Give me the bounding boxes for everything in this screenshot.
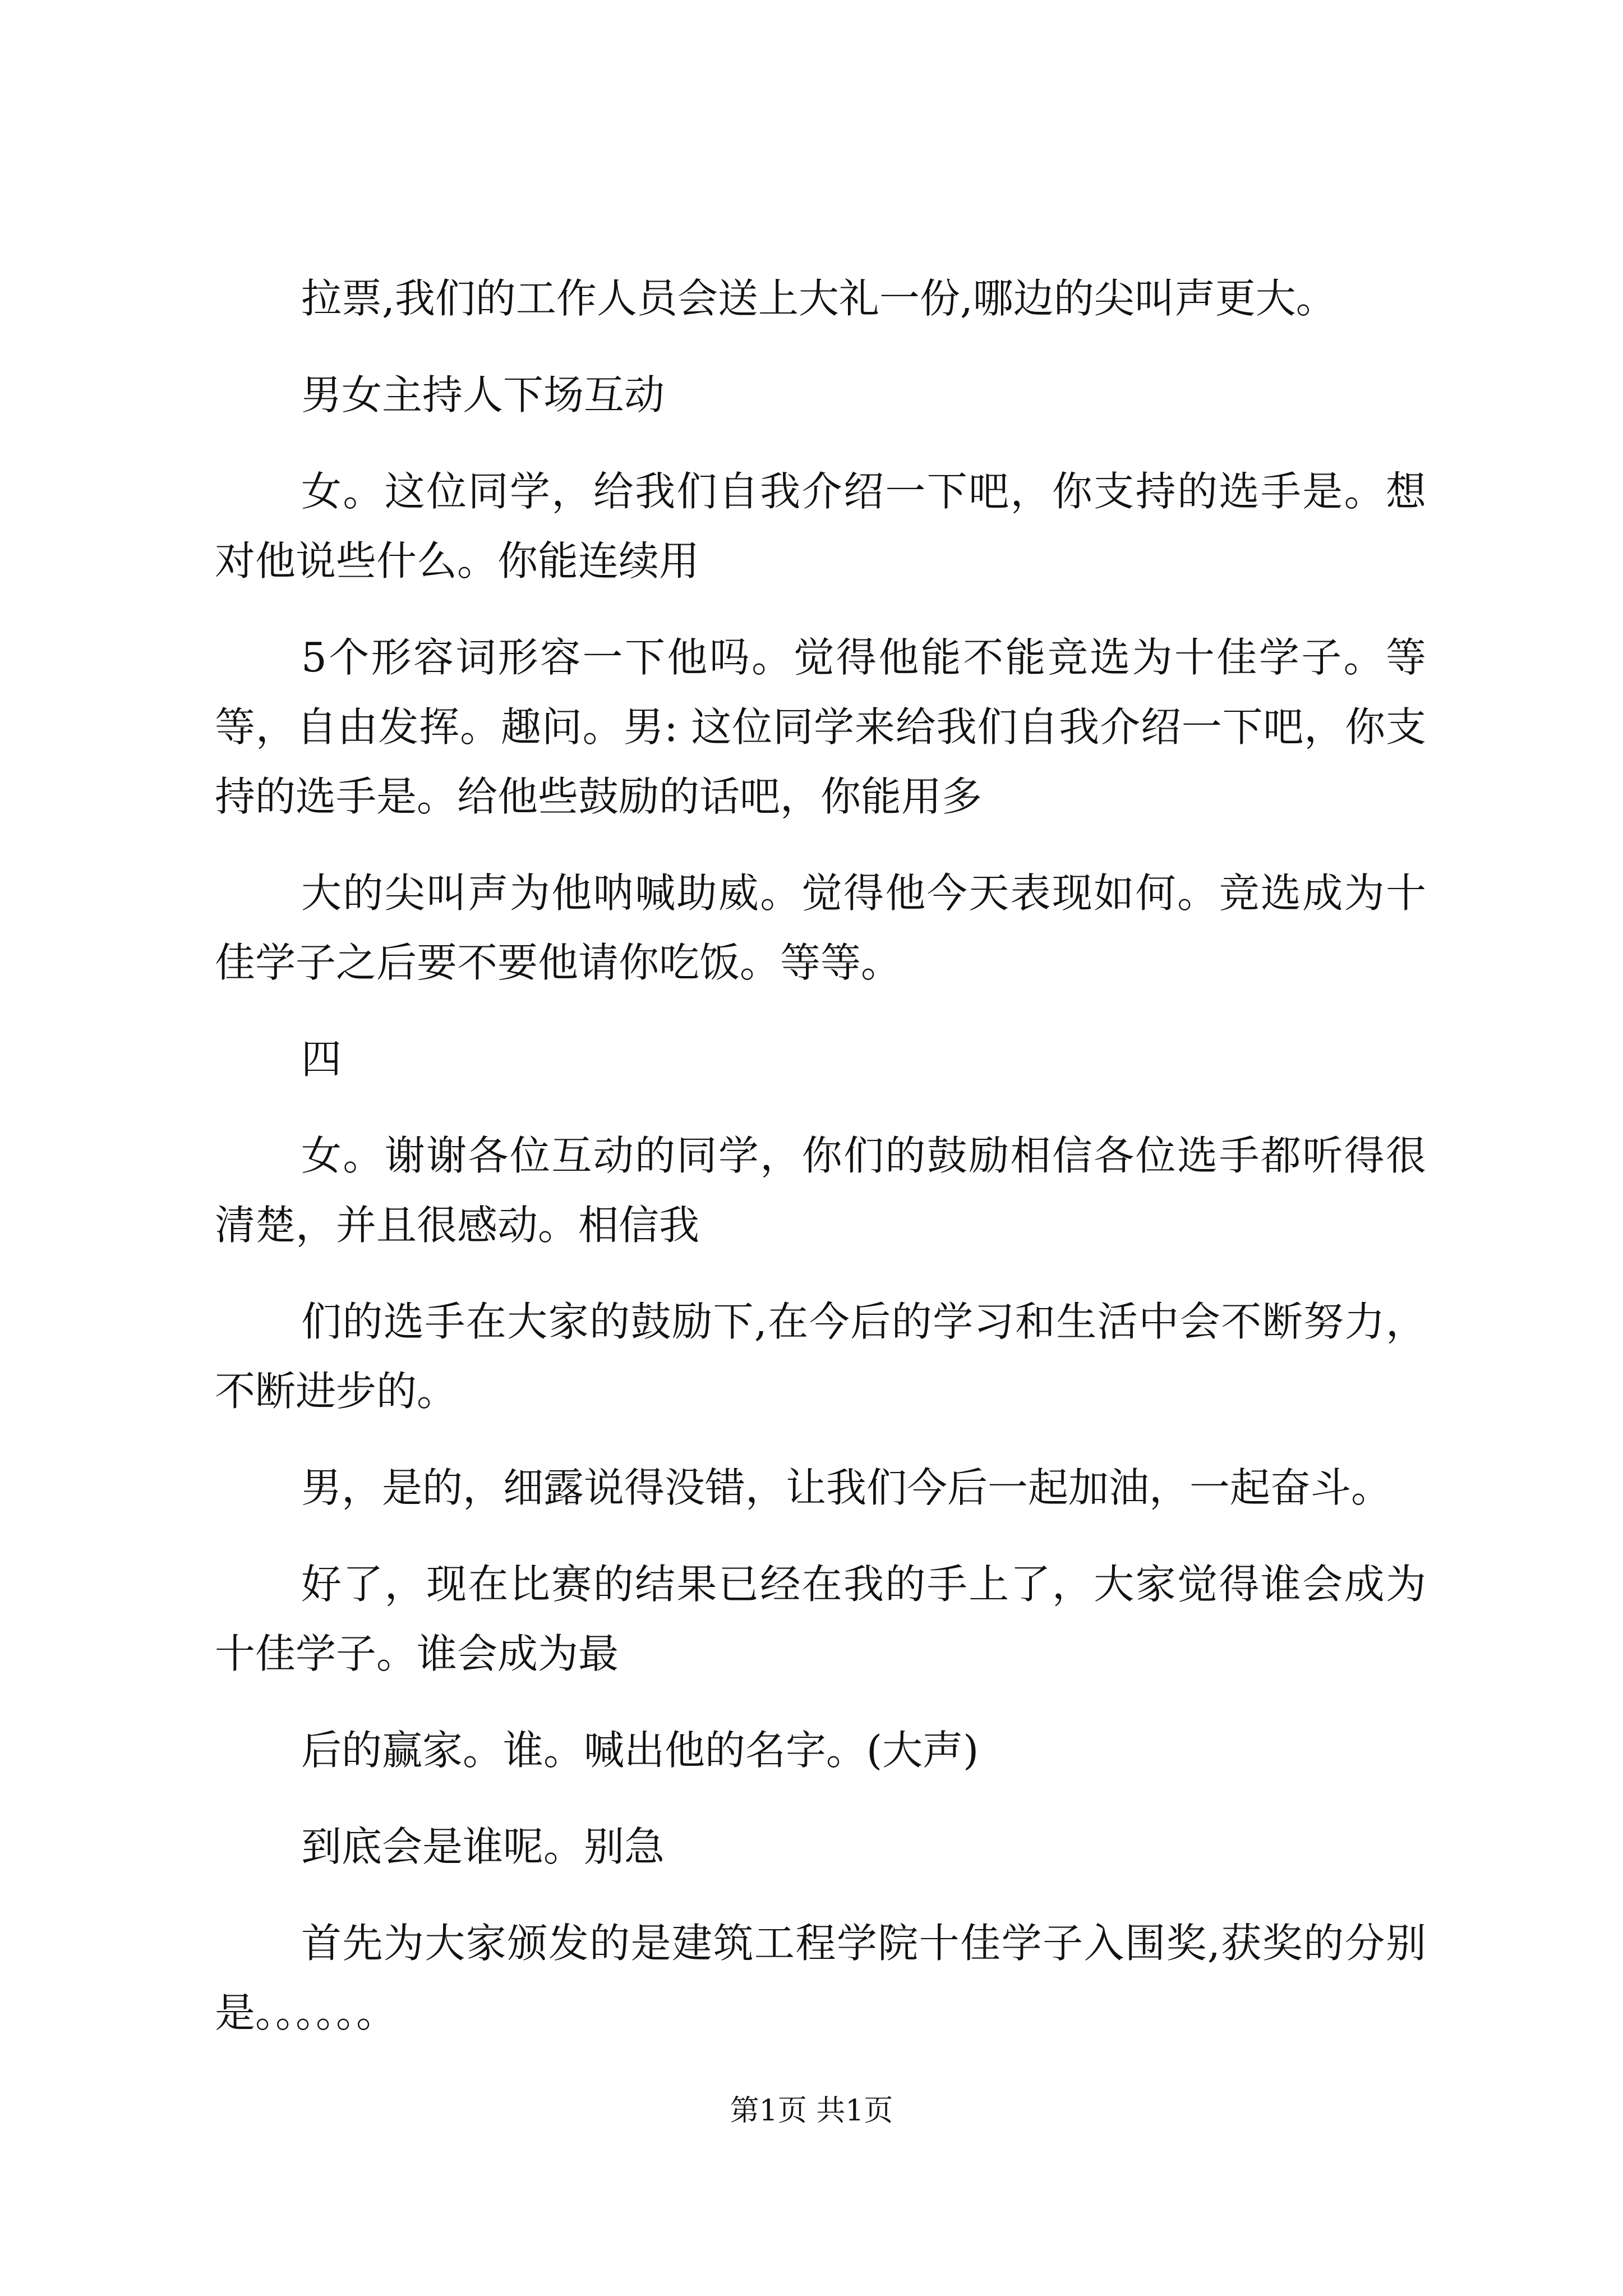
paragraph-10: 好了，现在比赛的结果已经在我的手上了，大家觉得谁会成为十佳学子。谁会成为最 [215,1561,1426,1677]
paragraph-5: 大的尖叫声为他呐喊助威。觉得他今天表现如何。竞选成为十佳学子之后要不要他请你吃饭。等等。 [215,869,1426,986]
paragraph-1: 拉票,我们的工作人员会送上大礼一份,哪边的尖叫声更大。 [301,275,1336,322]
page-footer: 第1页 共1页 [730,2094,893,2128]
document-body [215,264,1426,2074]
paragraph-2: 男女主持人下场互动 [301,371,665,418]
section-heading: 四 [301,1036,342,1083]
paragraph-9: 男，是的，细露说得没错，让我们今后一起加油，一起奋斗。 [301,1464,1392,1511]
paragraph-3: 女。这位同学，给我们自我介绍一下吧，你支持的选手是。想对他说些什么。你能连续用 [215,468,1426,585]
paragraph-4: 5个形容词形容一下他吗。觉得他能不能竞选为十佳学子。等等，自由发挥。趣问。男: 这位同学来给我们自我介绍一下吧，你支持的选手是。给他些鼓励的话吧，你能用多 [215,634,1426,820]
paragraph-11: 后的赢家。谁。喊出他的名字。(大声) [301,1727,979,1774]
paragraph-13: 首先为大家颁发的是建筑工程学院十佳学子入围奖,获奖的分别是。。。。。。 [215,1920,1426,2036]
paragraph-7: 女。谢谢各位互动的同学，你们的鼓励相信各位选手都听得很清楚，并且很感动。相信我 [215,1132,1426,1249]
paragraph-12: 到底会是谁呢。别急 [301,1823,665,1870]
paragraph-8: 们的选手在大家的鼓励下,在今后的学习和生活中会不断努力，不断进步的。 [215,1298,1426,1415]
